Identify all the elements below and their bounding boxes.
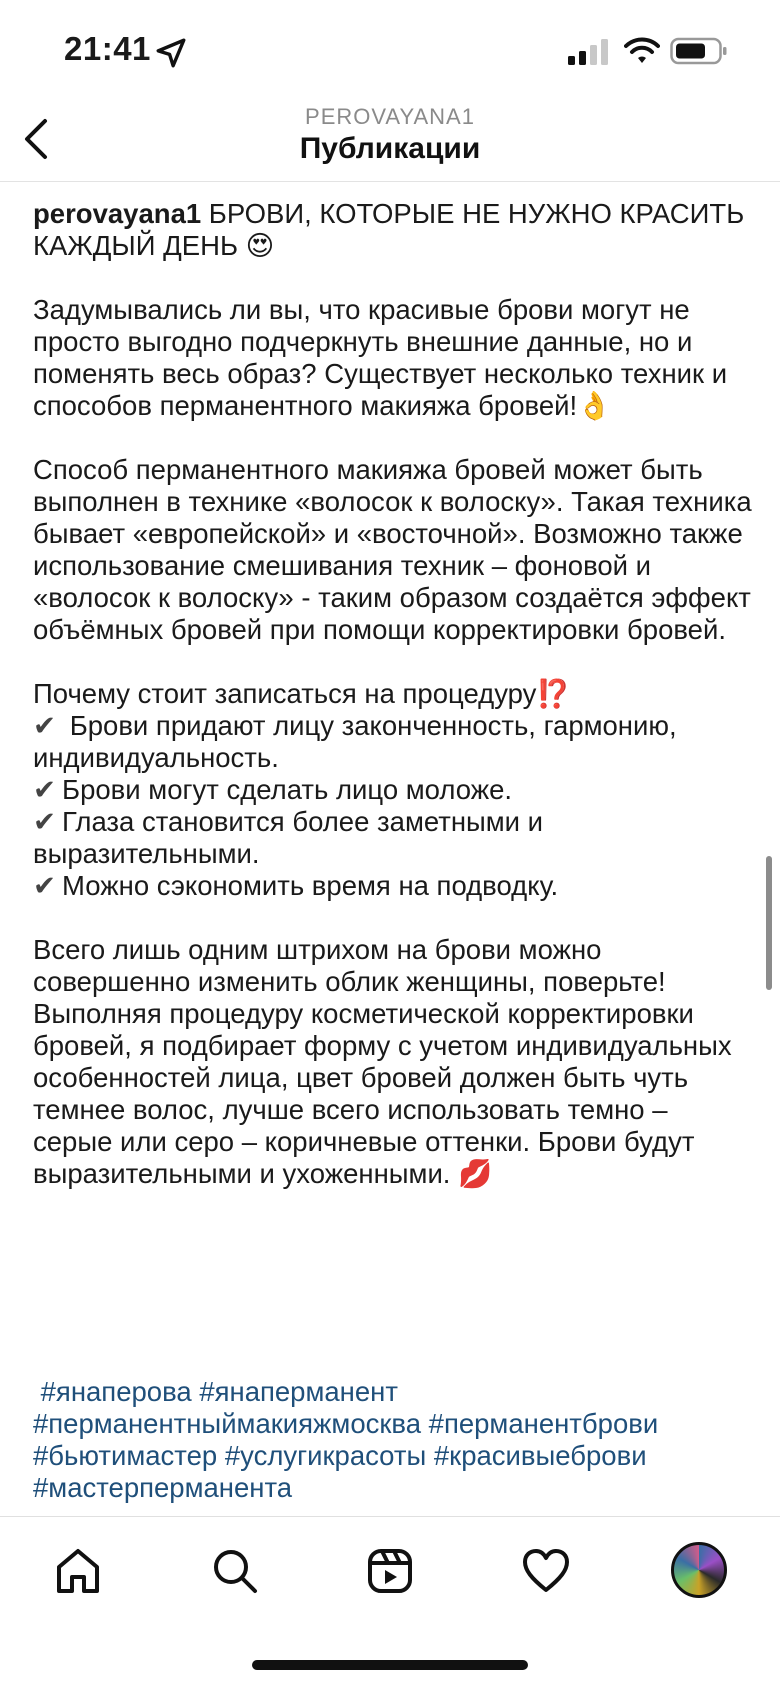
hashtag-link[interactable]: #бьютимастер <box>33 1440 218 1471</box>
battery-icon <box>670 36 728 66</box>
home-icon <box>53 1546 103 1596</box>
hashtag-link[interactable]: #перманентброви <box>428 1408 659 1439</box>
caption-username[interactable]: perovayana1 <box>33 198 202 229</box>
headline-text: БРОВИ, КОТОРЫЕ НЕ НУЖНО КРАСИТЬ КАЖДЫЙ ДЕНЬ <box>33 198 745 261</box>
bullet-item <box>33 870 753 902</box>
caption-question <box>33 678 753 710</box>
bullet-item <box>33 710 753 774</box>
check-icon: ✔ <box>33 774 57 806</box>
kiss-lips-emoji-icon: 💋 <box>458 1158 493 1190</box>
bullet-text: Можно сэкономить время на подводку. <box>62 870 559 901</box>
status-bar <box>0 0 780 100</box>
wifi-icon <box>624 36 660 66</box>
hashtag-list <box>33 1376 753 1504</box>
bottom-tab-bar <box>0 1517 780 1629</box>
nav-header <box>0 96 780 182</box>
check-icon: ✔ <box>33 806 57 838</box>
bullet-item <box>33 806 753 870</box>
profile-avatar[interactable] <box>671 1542 727 1598</box>
status-time: 21:41 <box>64 30 151 67</box>
tab-search[interactable] <box>207 1543 263 1599</box>
account-name[interactable]: PEROVAYANA1 <box>305 104 475 129</box>
search-icon <box>210 1546 260 1596</box>
caption-paragraph-1 <box>33 294 753 422</box>
caption-paragraph-3 <box>33 934 753 1190</box>
hashtag-link[interactable]: #янаперова <box>40 1376 192 1407</box>
ok-hand-emoji-icon: 👌 <box>577 390 612 422</box>
hashtag-link[interactable]: #услугикрасоты <box>224 1440 427 1471</box>
header-divider <box>0 181 780 182</box>
tab-reels[interactable] <box>362 1543 418 1599</box>
question-text: Почему стоит записаться на процедуру <box>33 678 537 709</box>
scroll-indicator[interactable] <box>766 856 772 990</box>
bullet-text: Брови могут сделать лицо моложе. <box>62 774 513 805</box>
hashtag-link[interactable]: #перманентныймакияжмосква <box>33 1408 422 1439</box>
exclamation-question-icon: ⁉️ <box>536 678 571 709</box>
paragraph-1-text: Задумывались ли вы, что красивые брови могут не просто выгодно подчеркнуть внешние данные, но и поменять весь образ? Существует несколько техник и способов перманентного макияжа бровей! <box>33 294 728 421</box>
bullet-text: Глаза становится более заметными и выразительными. <box>33 806 544 869</box>
bullet-item <box>33 774 753 806</box>
check-icon: ✔ <box>33 710 57 742</box>
reels-icon <box>365 1546 415 1596</box>
location-arrow-icon <box>154 36 188 70</box>
tab-activity[interactable] <box>518 1543 574 1599</box>
heart-icon <box>521 1546 571 1596</box>
hashtag-link[interactable]: #мастерперманента <box>33 1472 293 1503</box>
tab-home[interactable] <box>50 1543 106 1599</box>
bullet-text: Брови придают лицу законченность, гармонию, индивидуальность. <box>33 710 677 773</box>
page-title: Публикации <box>299 132 481 165</box>
post-caption <box>33 198 753 1190</box>
paragraph-3-text: Всего лишь одним штрихом на брови можно совершенно изменить облик женщины, поверьте! Выполняя процедуру косметической корректировки бровей, я подбирает форму с учетом индивидуальных особенностей лица, цвет бровей должен быть чуть темнее волос, лучше всего использовать темно – серые или серо – коричневые оттенки. Брови будут выразительными и ухоженными. <box>33 934 732 1189</box>
heart-eyes-emoji-icon: 😍 <box>245 230 275 262</box>
hashtag-link[interactable]: #янаперманент <box>199 1376 398 1407</box>
caption-headline <box>33 198 753 262</box>
check-icon: ✔ <box>33 870 57 902</box>
caption-paragraph-2: Способ перманентного макияжа бровей может быть выполнен в технике «волосок к волоску». Такая техника бывает «европейской» и «восточной». Возможно также использование смешивания техник – фоновой и «волосок к волоску» - таким образом создаётся эффект объёмных бровей при помощи корректировки бровей. <box>33 454 752 645</box>
cellular-signal-icon <box>568 38 612 66</box>
hashtag-link[interactable]: #красивыеброви <box>433 1440 647 1471</box>
home-indicator <box>252 1660 528 1670</box>
